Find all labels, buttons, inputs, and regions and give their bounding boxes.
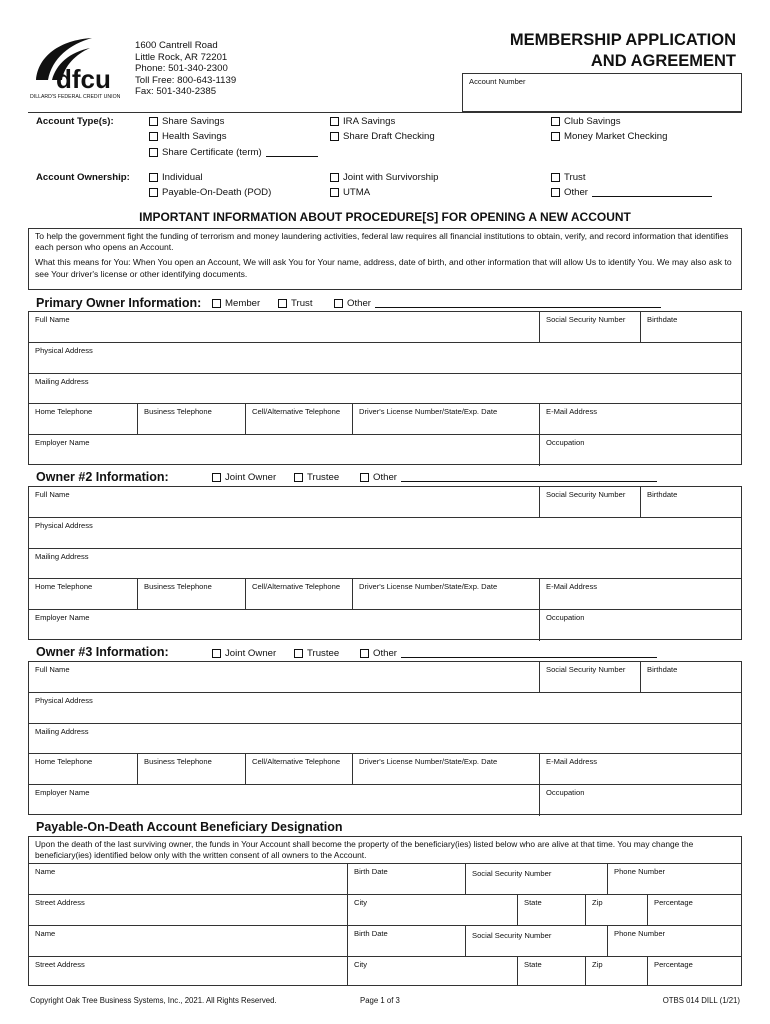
beneficiary-state-field[interactable]: State: [524, 960, 542, 969]
physical-address-field[interactable]: Physical Address: [35, 696, 93, 705]
account-number-field[interactable]: [462, 73, 742, 112]
important-paragraph: What this means for You: When You open an Account, We will ask You for Your name, address, date of birth, and other information that will allow Us to identify You. We may also ask to see Your driver's license or other identifying documents.: [35, 257, 732, 279]
email-field[interactable]: E-Mail Address: [546, 407, 598, 416]
logo-text: dfcu: [56, 64, 111, 94]
beneficiary-phone-field[interactable]: Phone Number: [614, 929, 666, 938]
copyright-text: Copyright Oak Tree Business Systems, Inc., 2021. All Rights Reserved.: [30, 996, 277, 1005]
physical-address-field[interactable]: Physical Address: [35, 521, 93, 530]
account-types-label: Account Type(s):: [36, 116, 114, 127]
checkbox-share-draft[interactable]: [330, 131, 435, 142]
business-telephone-field[interactable]: Business Telephone: [144, 757, 212, 766]
ssn-field[interactable]: Social Security Number: [546, 315, 626, 324]
checkbox-pod[interactable]: [149, 187, 271, 198]
checkbox-money-market[interactable]: [551, 131, 667, 142]
checkbox-icon[interactable]: [330, 188, 339, 197]
cell-telephone-field[interactable]: Cell/Alternative Telephone: [252, 582, 341, 591]
checkbox-club-savings[interactable]: [551, 116, 621, 127]
checkbox-icon[interactable]: [360, 649, 369, 658]
checkbox-icon[interactable]: [149, 117, 158, 126]
form-id: OTBS 014 DILL (1/21): [662, 996, 740, 1005]
beneficiary-city-field[interactable]: City: [354, 960, 368, 969]
option-label: Trust: [564, 172, 586, 183]
checkbox-icon[interactable]: [278, 299, 287, 308]
checkbox-icon[interactable]: [149, 188, 158, 197]
other-blank[interactable]: [401, 473, 657, 482]
checkbox-owner3-other[interactable]: [360, 648, 657, 659]
cell-telephone-field[interactable]: Cell/Alternative Telephone: [252, 757, 341, 766]
checkbox-icon[interactable]: [551, 188, 560, 197]
checkbox-individual[interactable]: [149, 172, 203, 183]
ssn-field[interactable]: Social Security Number: [546, 665, 626, 674]
checkbox-icon[interactable]: [551, 173, 560, 182]
option-label: IRA Savings: [343, 116, 396, 127]
beneficiary-city-field[interactable]: City: [354, 898, 368, 907]
checkbox-utma[interactable]: [330, 187, 370, 198]
beneficiary-name-field[interactable]: Name: [35, 867, 56, 876]
full-name-field[interactable]: Full Name: [35, 665, 70, 674]
occupation-field[interactable]: Occupation: [546, 438, 585, 447]
checkbox-icon[interactable]: [294, 649, 303, 658]
important-info-heading: IMPORTANT INFORMATION ABOUT PROCEDURE[S] FOR OPENING A NEW ACCOUNT: [139, 210, 631, 224]
ssn-field[interactable]: Social Security Number: [546, 490, 626, 499]
beneficiary-street-field[interactable]: Street Address: [35, 898, 85, 907]
checkbox-icon[interactable]: [212, 473, 221, 482]
checkbox-owner2-other[interactable]: [360, 472, 657, 483]
occupation-field[interactable]: Occupation: [546, 613, 585, 622]
birthdate-field[interactable]: Birthdate: [647, 315, 678, 324]
checkbox-health-savings[interactable]: [149, 131, 227, 142]
checkbox-icon[interactable]: [360, 473, 369, 482]
checkbox-other[interactable]: [551, 187, 712, 198]
beneficiary-birth-date-field[interactable]: Birth Date: [354, 929, 388, 938]
employer-name-field[interactable]: Employer Name: [35, 788, 90, 797]
page-number: Page 1 of 3: [360, 996, 400, 1005]
beneficiary-birth-date-field[interactable]: Birth Date: [354, 867, 388, 876]
business-telephone-field[interactable]: Business Telephone: [144, 582, 212, 591]
employer-name-field[interactable]: Employer Name: [35, 438, 90, 447]
beneficiary-zip-field[interactable]: Zip: [592, 960, 603, 969]
important-paragraph: To help the government fight the funding of terrorism and money laundering activities, federal law requires all financial institutions to obtain, verify, and record information that identifies each person who opens an Account.: [35, 231, 729, 253]
beneficiary-street-field[interactable]: Street Address: [35, 960, 85, 969]
option-label: Joint with Survivorship: [343, 172, 439, 183]
checkbox-icon[interactable]: [149, 148, 158, 157]
checkbox-icon[interactable]: [334, 299, 343, 308]
credit-union-address: [135, 40, 236, 98]
drivers-license-field[interactable]: Driver's License Number/State/Exp. Date: [359, 757, 498, 766]
mailing-address-field[interactable]: Mailing Address: [35, 377, 89, 386]
option-label: Other: [373, 472, 397, 483]
option-label: Club Savings: [564, 116, 621, 127]
pod-beneficiary-grid: [28, 836, 742, 986]
primary-owner-grid: [28, 311, 742, 465]
pod-heading: Payable-On-Death Account Beneficiary Designation: [36, 820, 343, 834]
option-label: Other: [373, 648, 397, 659]
owner-2-grid: [28, 486, 742, 640]
option-label: UTMA: [343, 187, 371, 198]
term-blank[interactable]: [266, 148, 318, 157]
checkbox-member[interactable]: [212, 298, 260, 309]
checkbox-icon[interactable]: [149, 132, 158, 141]
phone-line: Phone: 501-340-2300: [135, 63, 228, 75]
other-blank[interactable]: [375, 299, 661, 308]
option-label: Individual: [162, 172, 203, 183]
checkbox-primary-other[interactable]: [334, 298, 661, 309]
drivers-license-field[interactable]: Driver's License Number/State/Exp. Date: [359, 407, 498, 416]
primary-owner-heading: Primary Owner Information:: [36, 296, 202, 310]
checkbox-icon[interactable]: [212, 649, 221, 658]
toll-free-line: Toll Free: 800-643-1139: [135, 74, 237, 86]
important-info-box: [28, 228, 742, 290]
option-label: Trustee: [307, 648, 340, 659]
account-number-label: Account Number: [469, 77, 526, 86]
option-label: Health Savings: [162, 131, 227, 142]
drivers-license-field[interactable]: Driver's License Number/State/Exp. Date: [359, 582, 498, 591]
checkbox-trust[interactable]: [551, 172, 586, 183]
birthdate-field[interactable]: Birthdate: [647, 665, 678, 674]
owner-2-heading: Owner #2 Information:: [36, 470, 169, 484]
checkbox-icon[interactable]: [149, 173, 158, 182]
beneficiary-percentage-field[interactable]: Percentage: [654, 960, 693, 969]
home-telephone-field[interactable]: Home Telephone: [35, 757, 93, 766]
home-telephone-field[interactable]: Home Telephone: [35, 407, 93, 416]
business-telephone-field[interactable]: Business Telephone: [144, 407, 212, 416]
option-label: Other: [564, 187, 588, 198]
checkbox-trustee[interactable]: [294, 472, 339, 483]
account-ownership-label: Account Ownership:: [36, 172, 130, 183]
beneficiary-ssn-field[interactable]: Social Security Number: [472, 869, 552, 878]
option-label: Member: [225, 298, 261, 309]
other-blank[interactable]: [401, 649, 657, 658]
form-title: [440, 30, 736, 72]
mailing-address-field[interactable]: Mailing Address: [35, 552, 89, 561]
full-name-field[interactable]: Full Name: [35, 490, 70, 499]
option-label: Payable-On-Death (POD): [162, 187, 272, 198]
address-line: Little Rock, AR 72201: [135, 51, 228, 63]
beneficiary-zip-field[interactable]: Zip: [592, 898, 603, 907]
owner-3-grid: [28, 661, 742, 815]
option-label: Share Savings: [162, 116, 225, 127]
dfcu-logo: [30, 36, 126, 100]
title-line-2: AND AGREEMENT: [590, 52, 736, 70]
option-label: Share Draft Checking: [343, 131, 435, 142]
address-line: 1600 Cantrell Road: [135, 40, 218, 51]
checkbox-icon[interactable]: [212, 299, 221, 308]
other-blank[interactable]: [592, 188, 712, 197]
owner-3-heading: Owner #3 Information:: [36, 645, 169, 659]
cell-telephone-field[interactable]: Cell/Alternative Telephone: [252, 407, 341, 416]
mailing-address-field[interactable]: Mailing Address: [35, 727, 89, 736]
checkbox-joint-survivorship[interactable]: [330, 172, 438, 183]
checkbox-primary-trust[interactable]: [278, 298, 313, 309]
beneficiary-state-field[interactable]: State: [524, 898, 542, 907]
fax-line: Fax: 501-340-2385: [135, 86, 217, 98]
beneficiary-percentage-field[interactable]: Percentage: [654, 898, 693, 907]
checkbox-icon[interactable]: [330, 117, 339, 126]
option-label: Joint Owner: [225, 648, 277, 659]
physical-address-field[interactable]: Physical Address: [35, 346, 93, 355]
beneficiary-name-field[interactable]: Name: [35, 929, 56, 938]
checkbox-joint-owner[interactable]: [212, 648, 276, 659]
occupation-field[interactable]: Occupation: [546, 788, 585, 797]
title-line-1: MEMBERSHIP APPLICATION: [509, 31, 736, 49]
home-telephone-field[interactable]: Home Telephone: [35, 582, 93, 591]
option-label: Other: [347, 298, 371, 309]
checkbox-icon[interactable]: [330, 132, 339, 141]
email-field[interactable]: E-Mail Address: [546, 757, 598, 766]
checkbox-icon[interactable]: [551, 132, 560, 141]
logo-subtext: DILLARD'S FEDERAL CREDIT UNION: [30, 94, 121, 100]
option-label: Share Certificate (term): [162, 147, 262, 158]
beneficiary-phone-field[interactable]: Phone Number: [614, 867, 666, 876]
option-label: Trustee: [307, 472, 340, 483]
checkbox-trustee[interactable]: [294, 648, 339, 659]
checkbox-icon[interactable]: [294, 473, 303, 482]
option-label: Money Market Checking: [564, 131, 668, 142]
checkbox-icon[interactable]: [551, 117, 560, 126]
beneficiary-ssn-field[interactable]: Social Security Number: [472, 931, 552, 940]
option-label: Trust: [291, 298, 313, 309]
full-name-field[interactable]: Full Name: [35, 315, 70, 324]
checkbox-icon[interactable]: [330, 173, 339, 182]
employer-name-field[interactable]: Employer Name: [35, 613, 90, 622]
checkbox-joint-owner[interactable]: [212, 472, 276, 483]
checkbox-share-certificate[interactable]: [149, 147, 318, 158]
checkbox-ira-savings[interactable]: [330, 116, 395, 127]
birthdate-field[interactable]: Birthdate: [647, 490, 678, 499]
checkbox-share-savings[interactable]: [149, 116, 224, 127]
email-field[interactable]: E-Mail Address: [546, 582, 598, 591]
pod-description: Upon the death of the last surviving owner, the funds in Your Account shall become the property of the beneficiary(ies) listed below who are alive at that time. You may change the beneficiary(ies) identified below only with the written consent of all owners to the Account.: [35, 839, 694, 860]
option-label: Joint Owner: [225, 472, 277, 483]
